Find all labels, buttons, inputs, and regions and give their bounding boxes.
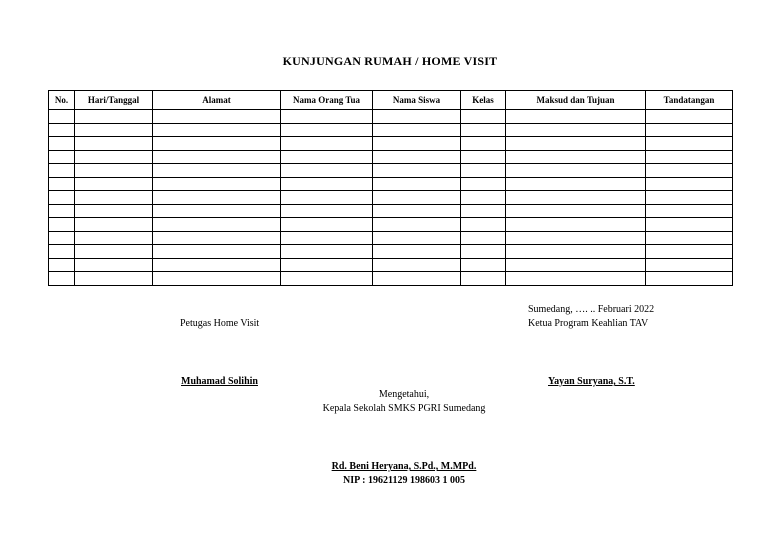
table-cell xyxy=(646,272,733,286)
table-cell xyxy=(281,177,373,191)
table-cell xyxy=(461,204,506,218)
table-cell xyxy=(281,164,373,178)
table-cell xyxy=(75,177,153,191)
table-cell xyxy=(506,110,646,124)
table-cell xyxy=(506,204,646,218)
right-signer-role: Ketua Program Keahlian TAV xyxy=(528,318,649,329)
table-cell xyxy=(153,191,281,205)
table-row xyxy=(49,164,733,178)
table-row xyxy=(49,204,733,218)
table-cell xyxy=(281,245,373,259)
table-cell xyxy=(153,110,281,124)
table-cell xyxy=(461,258,506,272)
col-header-no: No. xyxy=(49,91,75,110)
table-cell xyxy=(461,123,506,137)
acknowledged-label: Mengetahui, xyxy=(378,389,430,400)
table-cell xyxy=(373,123,461,137)
table-cell xyxy=(49,218,75,232)
table-cell xyxy=(373,272,461,286)
table-cell xyxy=(646,177,733,191)
table-cell xyxy=(153,164,281,178)
table-row xyxy=(49,245,733,259)
table-cell xyxy=(646,258,733,272)
table-cell xyxy=(646,245,733,259)
table-cell xyxy=(461,245,506,259)
col-header-student-name: Nama Siswa xyxy=(373,91,461,110)
col-header-date: Hari/Tanggal xyxy=(75,91,153,110)
table-row xyxy=(49,110,733,124)
col-header-signature: Tandatangan xyxy=(646,91,733,110)
table-row xyxy=(49,191,733,205)
table-cell xyxy=(49,177,75,191)
right-signer-name: Yayan Suryana, S.T. xyxy=(548,376,635,387)
table-cell xyxy=(75,110,153,124)
table-cell xyxy=(49,164,75,178)
col-header-class: Kelas xyxy=(461,91,506,110)
table-cell xyxy=(49,150,75,164)
col-header-parent-name: Nama Orang Tua xyxy=(281,91,373,110)
table-row xyxy=(49,218,733,232)
table-cell xyxy=(153,231,281,245)
table-cell xyxy=(506,258,646,272)
principal-name: Rd. Beni Heryana, S.Pd., M.MPd. xyxy=(331,461,477,472)
table-cell xyxy=(646,218,733,232)
table-cell xyxy=(461,164,506,178)
table-cell xyxy=(281,258,373,272)
table-cell xyxy=(281,123,373,137)
table-cell xyxy=(506,164,646,178)
table-cell xyxy=(461,110,506,124)
table-cell xyxy=(373,204,461,218)
table-cell xyxy=(49,258,75,272)
table-row xyxy=(49,272,733,286)
table-cell xyxy=(75,164,153,178)
table-cell xyxy=(646,231,733,245)
table-cell xyxy=(506,272,646,286)
table-cell xyxy=(281,272,373,286)
principal-role: Kepala Sekolah SMKS PGRI Sumedang xyxy=(322,403,486,414)
table-cell xyxy=(281,110,373,124)
table-cell xyxy=(646,137,733,151)
home-visit-table xyxy=(48,90,733,286)
table-cell xyxy=(506,150,646,164)
table-cell xyxy=(75,272,153,286)
table-cell xyxy=(153,204,281,218)
table-cell xyxy=(506,123,646,137)
table-cell xyxy=(506,137,646,151)
table-row xyxy=(49,258,733,272)
table-cell xyxy=(373,191,461,205)
table-cell xyxy=(461,137,506,151)
table-cell xyxy=(153,150,281,164)
table-cell xyxy=(153,245,281,259)
table-cell xyxy=(75,218,153,232)
table-cell xyxy=(461,150,506,164)
table-cell xyxy=(49,204,75,218)
table-cell xyxy=(281,191,373,205)
left-signer-role: Petugas Home Visit xyxy=(180,318,260,329)
table-cell xyxy=(281,218,373,232)
table-cell xyxy=(373,110,461,124)
table-cell xyxy=(281,137,373,151)
principal-nip: NIP : 19621129 198603 1 005 xyxy=(343,475,465,486)
table-cell xyxy=(461,191,506,205)
table-cell xyxy=(373,218,461,232)
table-body xyxy=(49,110,733,286)
table-cell xyxy=(49,191,75,205)
table-cell xyxy=(153,137,281,151)
table-cell xyxy=(646,150,733,164)
table-cell xyxy=(75,123,153,137)
table-row xyxy=(49,137,733,151)
col-header-address: Alamat xyxy=(153,91,281,110)
table-cell xyxy=(461,231,506,245)
table-cell xyxy=(461,272,506,286)
table-cell xyxy=(506,177,646,191)
table-cell xyxy=(153,258,281,272)
table-cell xyxy=(281,204,373,218)
table-cell xyxy=(373,137,461,151)
table-cell xyxy=(373,177,461,191)
table-cell xyxy=(373,245,461,259)
table-cell xyxy=(373,164,461,178)
table-cell xyxy=(153,218,281,232)
table-cell xyxy=(461,218,506,232)
table-cell xyxy=(49,110,75,124)
table-cell xyxy=(461,177,506,191)
document-title: KUNJUNGAN RUMAH / HOME VISIT xyxy=(282,54,498,68)
col-header-purpose: Maksud dan Tujuan xyxy=(506,91,646,110)
table-cell xyxy=(281,150,373,164)
table-cell xyxy=(646,204,733,218)
table-cell xyxy=(506,191,646,205)
table-cell xyxy=(153,123,281,137)
table-header-row xyxy=(49,91,733,110)
table-cell xyxy=(49,137,75,151)
table-row xyxy=(49,150,733,164)
table-cell xyxy=(506,218,646,232)
table-cell xyxy=(646,191,733,205)
table-cell xyxy=(49,245,75,259)
table-cell xyxy=(75,231,153,245)
table-cell xyxy=(281,231,373,245)
table-cell xyxy=(153,177,281,191)
table-cell xyxy=(153,272,281,286)
table-cell xyxy=(75,258,153,272)
table-cell xyxy=(373,258,461,272)
table-cell xyxy=(373,150,461,164)
date-place: Sumedang, …. .. Februari 2022 xyxy=(528,304,655,315)
table-cell xyxy=(506,245,646,259)
table-cell xyxy=(646,110,733,124)
table-cell xyxy=(646,164,733,178)
table-cell xyxy=(75,150,153,164)
table-cell xyxy=(506,231,646,245)
table-cell xyxy=(49,123,75,137)
table-cell xyxy=(75,245,153,259)
table-cell xyxy=(373,231,461,245)
table-cell xyxy=(75,204,153,218)
table-cell xyxy=(49,231,75,245)
table-row xyxy=(49,231,733,245)
table-cell xyxy=(75,191,153,205)
table-row xyxy=(49,177,733,191)
table-cell xyxy=(75,137,153,151)
left-signer-name: Muhamad Solihin xyxy=(181,376,258,387)
table-cell xyxy=(49,272,75,286)
table-row xyxy=(49,123,733,137)
table-cell xyxy=(646,123,733,137)
